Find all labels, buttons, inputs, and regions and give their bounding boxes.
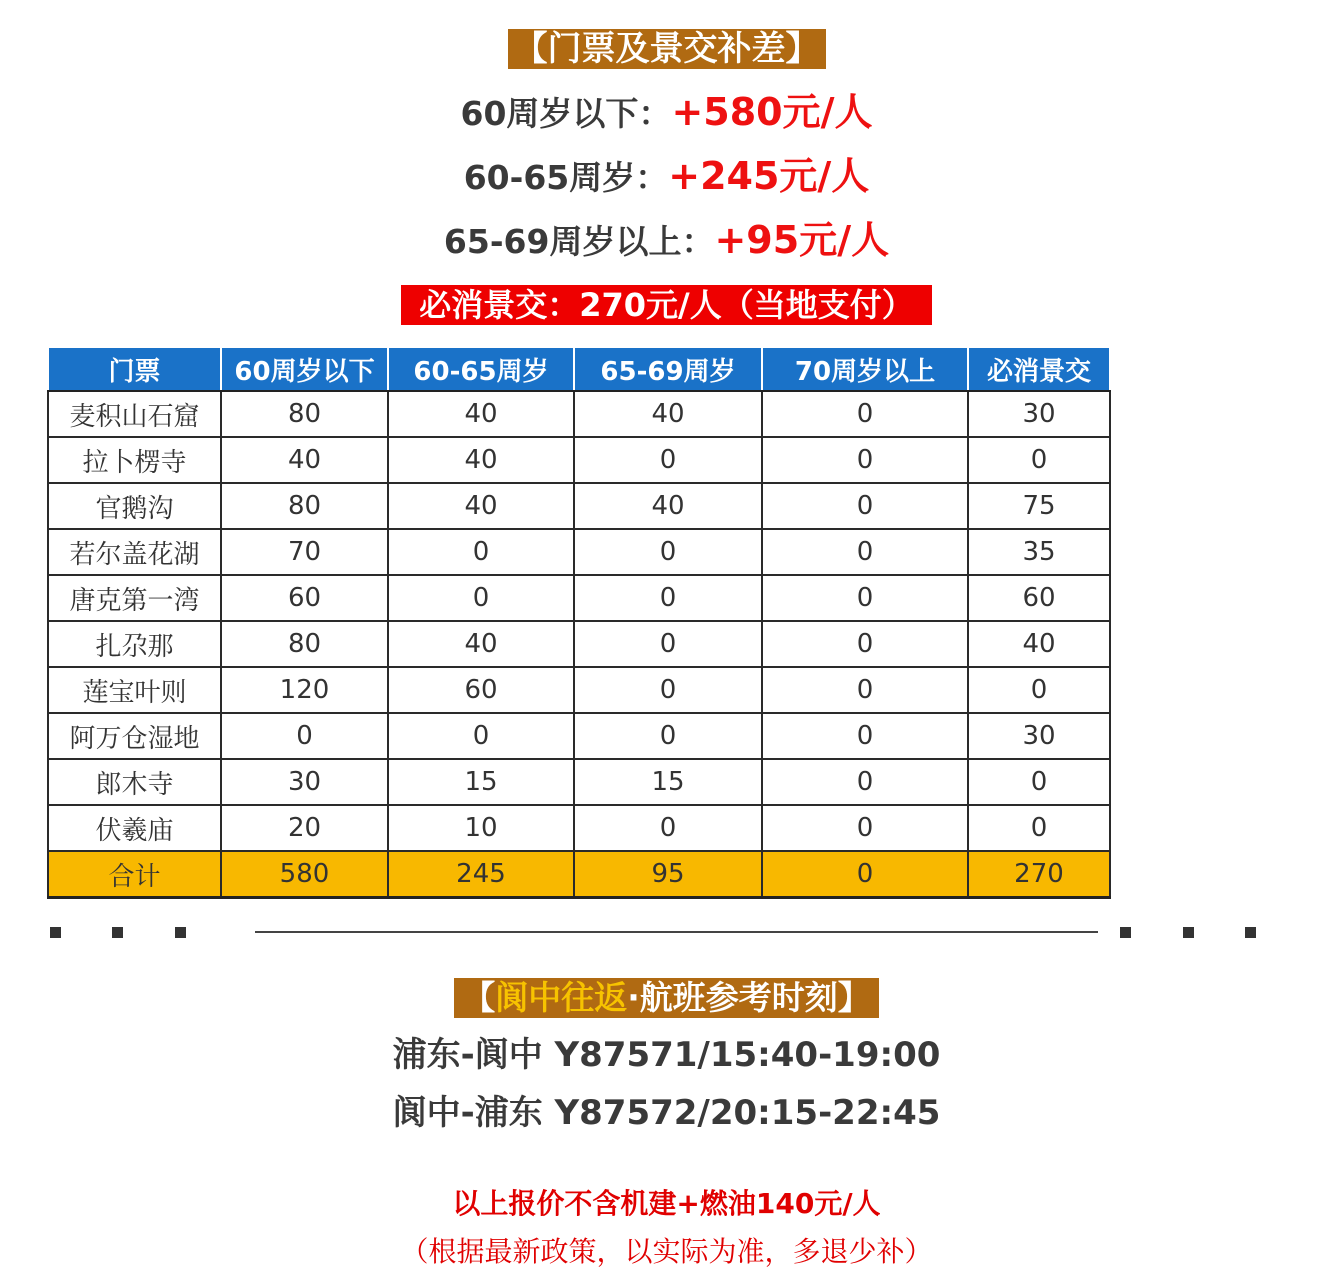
table-cell: 30: [968, 713, 1110, 759]
table-cell: 伏羲庙: [48, 805, 221, 851]
price-label: 60周岁以下：: [460, 94, 672, 133]
table-row: [48, 391, 1110, 437]
table-cell: 扎尕那: [48, 621, 221, 667]
table-row: [48, 759, 1110, 805]
table-cell: 40: [388, 621, 574, 667]
table-cell: 60: [968, 575, 1110, 621]
divider-dot: [112, 927, 123, 938]
total-cell: 270: [968, 851, 1110, 898]
table-cell: 郎木寺: [48, 759, 221, 805]
table-cell: 0: [762, 483, 968, 529]
table-cell: 40: [968, 621, 1110, 667]
mandatory-banner-row: [0, 285, 1333, 325]
table-row: [48, 575, 1110, 621]
table-row: [48, 805, 1110, 851]
table-cell: 官鹅沟: [48, 483, 221, 529]
flight-outbound: 浦东-阆中 Y87571/15:40-19:00: [392, 1035, 941, 1075]
table-cell: 15: [388, 759, 574, 805]
table-cell: 40: [574, 391, 762, 437]
divider-dot: [1120, 927, 1131, 938]
table-row: [48, 437, 1110, 483]
total-cell: 580: [221, 851, 388, 898]
price-exclusion-note: 以上报价不含机建+燃油140元/人: [452, 1187, 881, 1220]
table-cell: 0: [574, 713, 762, 759]
table-cell: 80: [221, 621, 388, 667]
table-cell: 40: [388, 391, 574, 437]
table-cell: 0: [762, 575, 968, 621]
table-cell: 0: [762, 621, 968, 667]
table-cell: 0: [574, 529, 762, 575]
table-cell: 0: [762, 529, 968, 575]
table-cell: 0: [762, 437, 968, 483]
table-cell: 0: [762, 805, 968, 851]
table-cell: 15: [574, 759, 762, 805]
table-cell: 80: [221, 391, 388, 437]
table-row: [48, 529, 1110, 575]
ticket-fee-table: [47, 346, 1111, 899]
table-cell: 20: [221, 805, 388, 851]
table-cell: 0: [574, 621, 762, 667]
divider-dot: [175, 927, 186, 938]
total-cell: 95: [574, 851, 762, 898]
header-60-65: 60-65周岁: [388, 347, 574, 391]
table-cell: 60: [388, 667, 574, 713]
header-65-69: 65-69周岁: [574, 347, 762, 391]
table-cell: 唐克第一湾: [48, 575, 221, 621]
total-cell: 245: [388, 851, 574, 898]
table-cell: 拉卜楞寺: [48, 437, 221, 483]
section-divider-line: [255, 931, 1098, 933]
total-cell: 0: [762, 851, 968, 898]
price-value: +245元/人: [668, 154, 870, 198]
table-cell: 0: [574, 437, 762, 483]
table-cell: 60: [221, 575, 388, 621]
table-cell: 120: [221, 667, 388, 713]
flight-title-prefix: 【: [462, 978, 496, 1017]
flight-section-heading: [0, 978, 1333, 1018]
table-cell: 0: [968, 667, 1110, 713]
table-cell: 0: [574, 667, 762, 713]
table-cell: 75: [968, 483, 1110, 529]
table-cell: 70: [221, 529, 388, 575]
table-cell: 若尔盖花湖: [48, 529, 221, 575]
header-70-plus: 70周岁以上: [762, 347, 968, 391]
table-cell: 10: [388, 805, 574, 851]
table-cell: 0: [574, 805, 762, 851]
ticket-title-badge: 【门票及景交补差】: [508, 29, 826, 69]
header-ticket: 门票: [48, 347, 221, 391]
table-row: [48, 483, 1110, 529]
table-cell: 0: [968, 759, 1110, 805]
divider-dot: [1245, 927, 1256, 938]
header-under-60: 60周岁以下: [221, 347, 388, 391]
price-label: 65-69周岁以上：: [443, 222, 715, 261]
table-row: [48, 621, 1110, 667]
flight-return: 阆中-浦东 Y87572/20:15-22:45: [392, 1093, 941, 1133]
table-total-row: [48, 851, 1110, 898]
table-cell: 80: [221, 483, 388, 529]
table-row: [48, 667, 1110, 713]
table-cell: 0: [388, 713, 574, 759]
price-value: +95元/人: [714, 218, 890, 262]
header-mandatory: 必消景交: [968, 347, 1110, 391]
table-cell: 40: [388, 483, 574, 529]
price-line-65-69: [0, 220, 1333, 262]
table-row: [48, 713, 1110, 759]
total-cell: 合计: [48, 851, 221, 898]
table-cell: 0: [968, 437, 1110, 483]
table-cell: 0: [221, 713, 388, 759]
flight-title-badge: [454, 978, 879, 1018]
table-cell: 麦积山石窟: [48, 391, 221, 437]
table-cell: 0: [968, 805, 1110, 851]
table-cell: 0: [388, 529, 574, 575]
table-cell: 0: [762, 759, 968, 805]
table-cell: 0: [574, 575, 762, 621]
flight-title-rest: ·航班参考时刻】: [627, 978, 871, 1017]
price-value: +580元/人: [671, 90, 873, 134]
table-cell: 0: [388, 575, 574, 621]
price-line-under-60: [0, 92, 1333, 134]
table-cell: 0: [762, 667, 968, 713]
table-header-row: [48, 347, 1110, 391]
price-line-60-65: [0, 156, 1333, 198]
table-cell: 40: [388, 437, 574, 483]
table-cell: 莲宝叶则: [48, 667, 221, 713]
table-cell: 阿万仓湿地: [48, 713, 221, 759]
mandatory-fee-banner: 必消景交：270元/人（当地支付）: [401, 285, 932, 325]
table-cell: 0: [762, 391, 968, 437]
policy-note: （根据最新政策，以实际为准，多退少补）: [400, 1235, 933, 1268]
table-cell: 40: [574, 483, 762, 529]
ticket-section-heading: [0, 29, 1333, 69]
table-cell: 40: [221, 437, 388, 483]
table-cell: 30: [968, 391, 1110, 437]
divider-dot: [50, 927, 61, 938]
flight-title-route: 阆中往返: [495, 978, 628, 1017]
divider-dot: [1183, 927, 1194, 938]
table-cell: 0: [762, 713, 968, 759]
price-label: 60-65周岁：: [463, 158, 669, 197]
table-cell: 30: [221, 759, 388, 805]
table-cell: 35: [968, 529, 1110, 575]
